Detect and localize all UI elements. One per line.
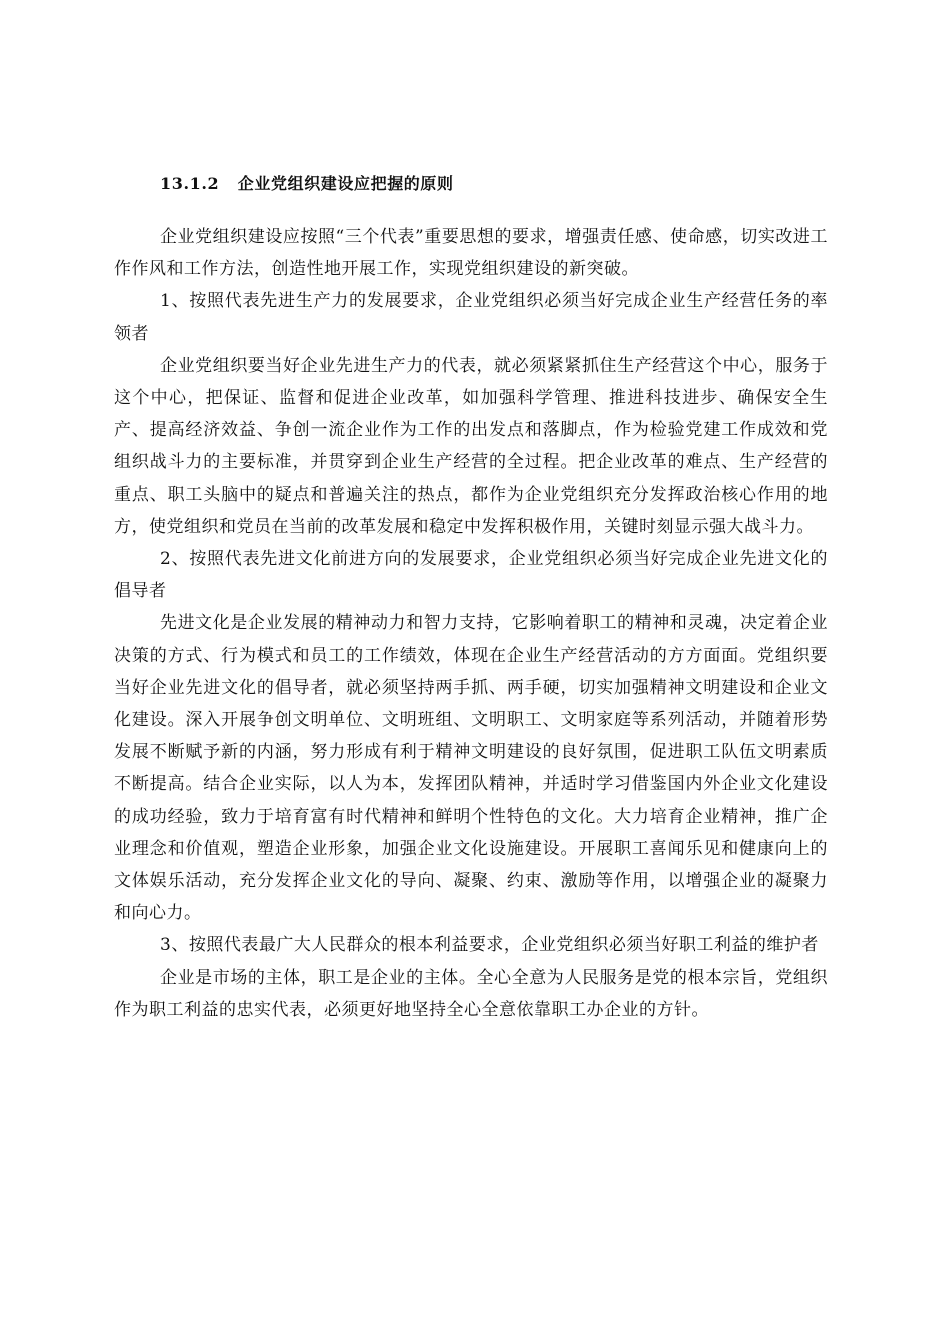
intro-paragraph: 企业党组织建设应按照“三个代表”重要思想的要求，增强责任感、使命感，切实改进工作作风和工作方法，创造性地开展工作，实现党组织建设的新突破。 (114, 227, 828, 280)
section-heading-gap (219, 174, 238, 193)
principle-2-heading: 2、按照代表先进文化前进方向的发展要求，企业党组织必须当好完成企业先进文化的倡导者 (114, 549, 828, 602)
section-number: 13.1.2 (160, 174, 220, 193)
section-heading (160, 168, 828, 200)
principle-3-body: 企业是市场的主体，职工是企业的主体。全心全意为人民服务是党的根本宗旨，党组织作为职工利益的忠实代表，必须更好地坚持全心全意依靠职工办企业的方针。 (114, 967, 828, 1020)
section-title: 企业党组织建设应把握的原则 (237, 174, 454, 193)
principle-3-heading: 3、按照代表最广大人民群众的根本利益要求，企业党组织必须当好职工利益的维护者 (160, 935, 819, 956)
principle-2-body: 先进文化是企业发展的精神动力和智力支持，它影响着职工的精神和灵魂，决定着企业决策的方式、行为模式和员工的工作绩效，体现在企业生产经营活动的方方面面。党组织要当好企业先进文化的倡导者，就必须坚持两手抓、两手硬，切实加强精神文明建设和企业文化建设。深入开展争创文明单位、文明班组、文明职工、文明家庭等系列活动，并随着形势发展不断赋予新的内涵，努力形成有利于精神文明建设的良好氛围，促进职工队伍文明素质不断提高。结合企业实际，以人为本，发挥团队精神，并适时学习借鉴国内外企业文化建设的成功经验，致力于培育富有时代精神和鲜明个性特色的文化。大力培育企业精神，推广企业理念和价值观，塑造企业形象，加强企业文化设施建设。开展职工喜闻乐见和健康向上的文体娱乐活动，充分发挥企业文化的导向、凝聚、约束、激励等作用，以增强企业的凝聚力和向心力。 (114, 613, 828, 924)
principle-1-heading: 1、按照代表先进生产力的发展要求，企业党组织必须当好完成企业生产经营任务的率领者 (114, 291, 828, 344)
document-body (114, 168, 828, 1026)
principle-1-body: 企业党组织要当好企业先进生产力的代表，就必须紧紧抓住生产经营这个中心，服务于这个中心，把保证、监督和促进企业改革，如加强科学管理、推进科技进步、确保安全生产、提高经济效益、争创一流企业作为工作的出发点和落脚点，作为检验党建工作成效和党组织战斗力的主要标准，并贯穿到企业生产经营的全过程。把企业改革的难点、生产经营的重点、职工头脑中的疑点和普遍关注的热点，都作为企业党组织充分发挥政治核心作用的地方，使党组织和党员在当前的改革发展和稳定中发挥积极作用，关键时刻显示强大战斗力。 (114, 355, 828, 537)
